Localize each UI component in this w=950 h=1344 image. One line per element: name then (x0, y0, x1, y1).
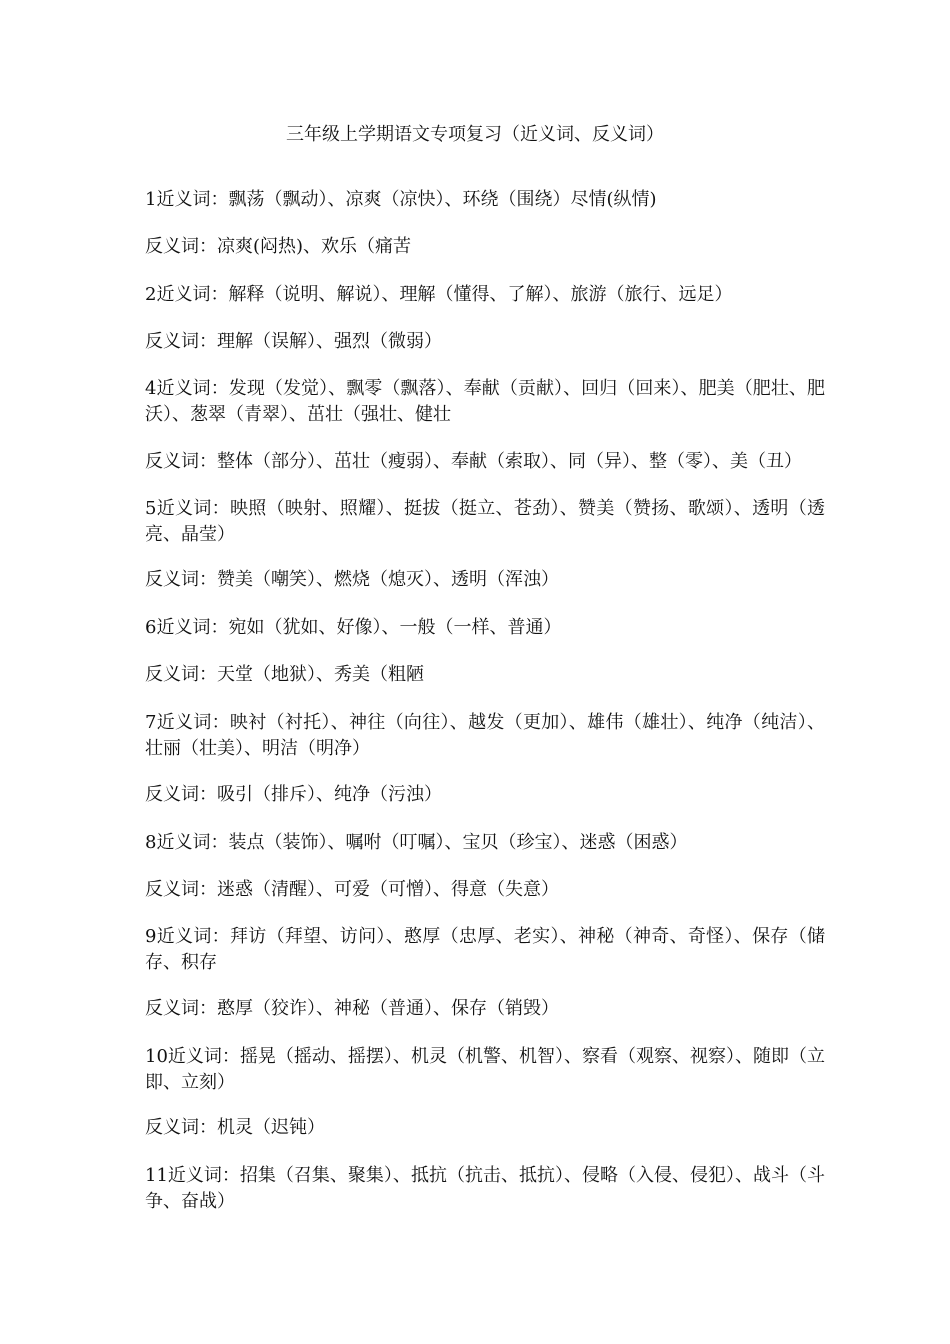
paragraph-5-antonyms: 反义词：赞美（嘲笑）、燃烧（熄灭）、透明（浑浊） (145, 569, 559, 590)
paragraph-8-antonyms: 反义词：迷惑（清醒）、可爱（可憎）、得意（失意） (145, 879, 559, 900)
paragraph-2-synonyms: 2近义词：解释（说明、解说）、理解（懂得、了解）、旅游（旅行、远足） (145, 284, 733, 305)
paragraph-7-antonyms: 反义词：吸引（排斥）、纯净（污浊） (145, 784, 442, 805)
paragraph-7-synonyms: 7近义词：映衬（衬托）、神往（向往）、越发（更加）、雄伟（雄壮）、纯净（纯洁）、壮丽（壮美）、明洁（明净） (145, 712, 825, 759)
paragraph-11-synonyms: 11近义词：招集（召集、聚集）、抵抗（抗击、抵抗）、侵略（入侵、侵犯）、战斗（斗争、奋战） (145, 1165, 825, 1212)
paragraph-8-synonyms: 8近义词：装点（装饰）、嘱咐（叮嘱）、宝贝（珍宝）、迷惑（困惑） (145, 832, 688, 853)
paragraph-6-antonyms: 反义词：天堂（地狱）、秀美（粗陋 (145, 664, 424, 685)
paragraph-1-antonyms: 反义词：凉爽(闷热)、欢乐（痛苦 (145, 236, 412, 257)
paragraph-9-synonyms: 9近义词：拜访（拜望、访问）、憨厚（忠厚、老实）、神秘（神奇、奇怪）、保存（储存、积存 (145, 926, 825, 973)
paragraph-9-antonyms: 反义词：憨厚（狡诈）、神秘（普通）、保存（销毁） (145, 998, 559, 1019)
paragraph-1-synonyms: 1近义词：飘荡（飘动）、凉爽（凉快）、环绕（围绕）尽情(纵情) (145, 189, 657, 210)
paragraph-4-synonyms: 4近义词：发现（发觉）、飘零（飘落）、奉献（贡献）、回归（回来）、肥美（肥壮、肥沃）、葱翠（青翠）、茁壮（强壮、健壮 (145, 378, 825, 425)
paragraph-4-antonyms: 反义词：整体（部分）、茁壮（瘦弱）、奉献（索取）、同（异）、整（零）、美（丑） (145, 451, 802, 472)
document-title: 三年级上学期语文专项复习（近义词、反义词） (286, 124, 664, 145)
paragraph-6-synonyms: 6近义词：宛如（犹如、好像）、一般（一样、普通） (145, 617, 562, 638)
paragraph-2-antonyms: 反义词：理解（误解）、强烈（微弱） (145, 331, 442, 352)
paragraph-10-synonyms: 10近义词：摇晃（摇动、摇摆）、机灵（机警、机智）、察看（观察、视察）、随即（立即、立刻） (145, 1046, 825, 1093)
paragraph-5-synonyms: 5近义词：映照（映射、照耀）、挺拔（挺立、苍劲）、赞美（赞扬、歌颂）、透明（透亮、晶莹） (145, 498, 825, 545)
paragraph-10-antonyms: 反义词：机灵（迟钝） (145, 1117, 325, 1138)
